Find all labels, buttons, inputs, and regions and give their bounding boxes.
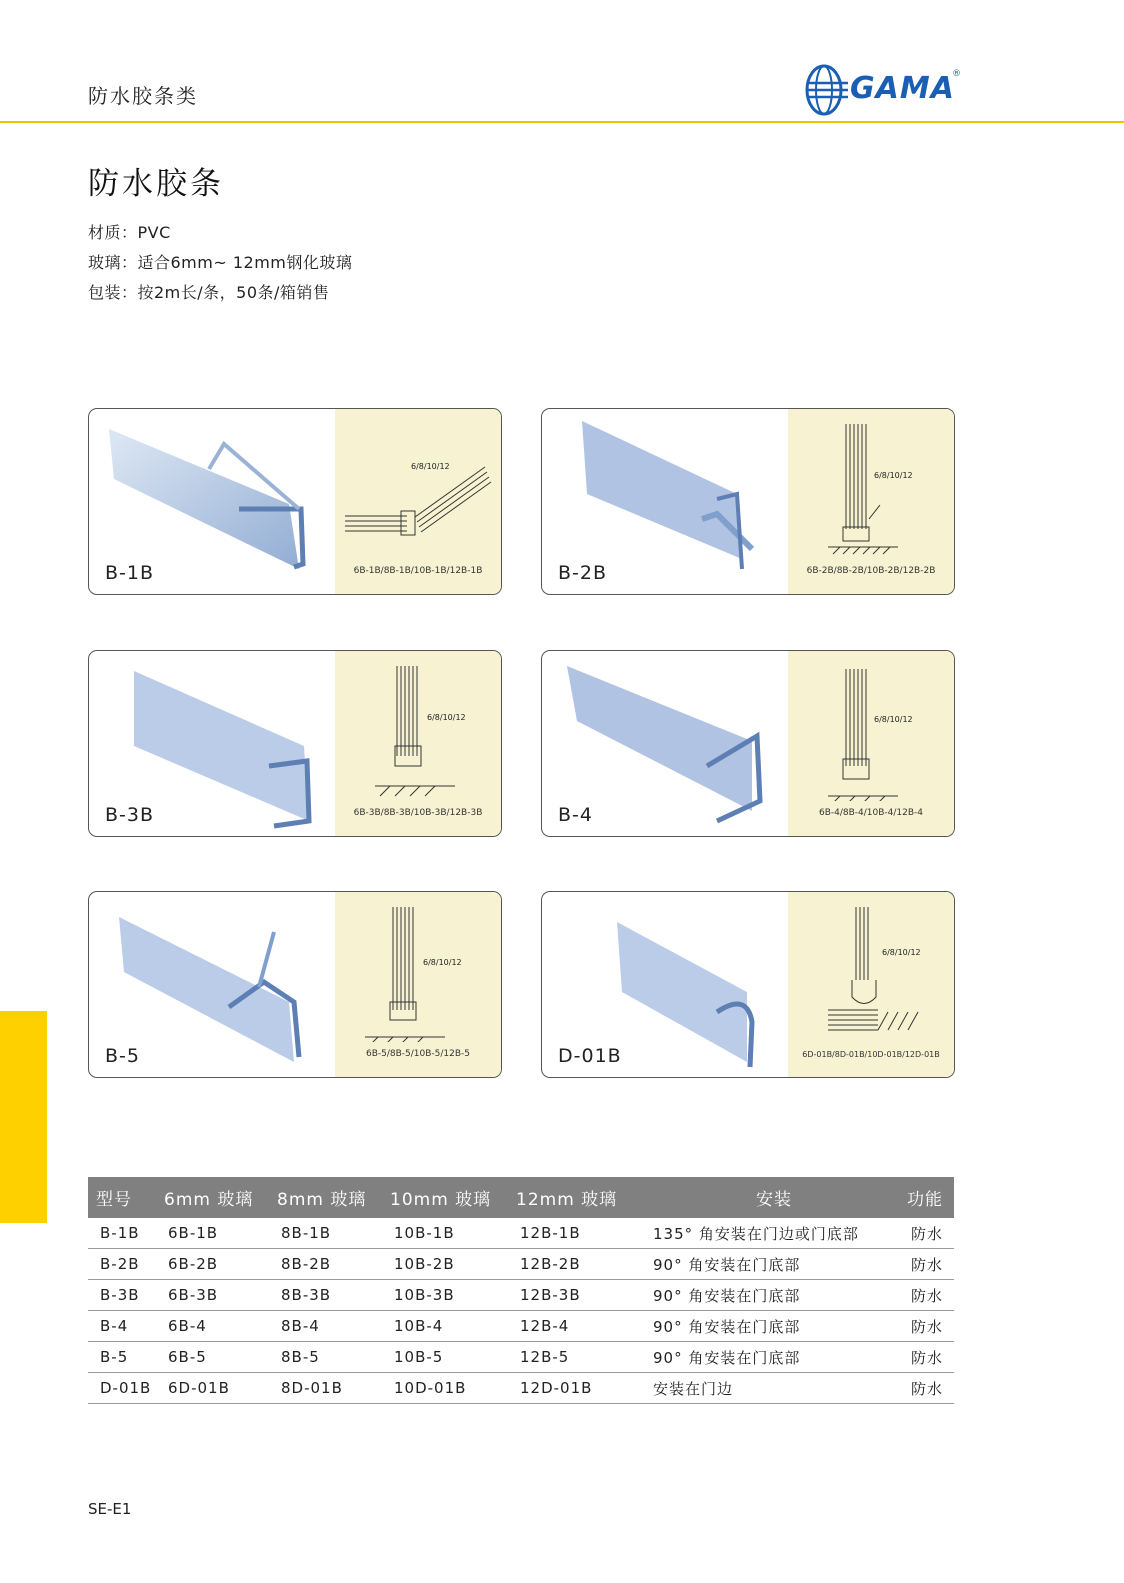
page-title: 防水胶条 (88, 166, 224, 202)
table-cell: B-5 (88, 1342, 156, 1373)
table-cell: B-2B (88, 1249, 156, 1280)
table-cell: 10B-2B (382, 1249, 508, 1280)
variant-caption: 6B-2B/8B-2B/10B-2B/12B-2B (806, 566, 936, 576)
table-cell: 12B-4 (508, 1311, 641, 1342)
table-cell: 12B-2B (508, 1249, 641, 1280)
table-cell: 防水 (899, 1249, 954, 1280)
variant-caption: 6B-4/8B-4/10B-4/12B-4 (818, 808, 924, 818)
table-row (88, 1373, 954, 1404)
table-header-row (88, 1177, 954, 1218)
spec-glass: 玻璃：适合6mm~ 12mm钢化玻璃 (88, 253, 353, 272)
table-cell: 8B-3B (269, 1280, 382, 1311)
section-title: 防水胶条类 (88, 84, 198, 108)
table-cell: B-4 (88, 1311, 156, 1342)
spec-material: 材质：PVC (88, 223, 171, 242)
table-cell: 90° 角安装在门底部 (641, 1342, 899, 1373)
dimension-label: 6/8/10/12 (427, 713, 466, 722)
spec-table (88, 1177, 954, 1404)
table-cell: 6B-1B (156, 1218, 269, 1249)
technical-drawing (335, 892, 501, 1077)
table-cell: 8D-01B (269, 1373, 382, 1404)
table-row (88, 1342, 954, 1373)
table-cell: 6D-01B (156, 1373, 269, 1404)
registered-mark: ® (952, 69, 961, 79)
globe-icon (804, 63, 850, 118)
table-cell: 12B-3B (508, 1280, 641, 1311)
table-cell: 10D-01B (382, 1373, 508, 1404)
table-cell: B-1B (88, 1218, 156, 1249)
table-cell: 10B-5 (382, 1342, 508, 1373)
table-cell: 90° 角安装在门底部 (641, 1311, 899, 1342)
technical-drawing (788, 651, 954, 836)
table-cell: 安装在门边 (641, 1373, 899, 1404)
col-model: 型号 (88, 1177, 156, 1218)
header-divider (0, 121, 1124, 123)
table-row (88, 1311, 954, 1342)
table-cell: D-01B (88, 1373, 156, 1404)
table-cell: 防水 (899, 1280, 954, 1311)
table-cell: 12B-5 (508, 1342, 641, 1373)
table-cell: 6B-2B (156, 1249, 269, 1280)
dimension-label: 6/8/10/12 (874, 471, 913, 480)
product-card-d-01b (541, 891, 955, 1078)
product-label: B-3B (105, 804, 155, 826)
variant-caption: 6B-1B/8B-1B/10B-1B/12B-1B (353, 566, 483, 576)
variant-caption: 6B-3B/8B-3B/10B-3B/12B-3B (353, 808, 483, 818)
spec-packaging: 包装：按2m长/条，50条/箱销售 (88, 283, 330, 302)
table-cell: 防水 (899, 1373, 954, 1404)
table-cell: 防水 (899, 1311, 954, 1342)
technical-drawing (788, 409, 954, 594)
table-cell: 12B-1B (508, 1218, 641, 1249)
dimension-label: 6/8/10/12 (423, 958, 462, 967)
table-row (88, 1280, 954, 1311)
product-card-b-5 (88, 891, 502, 1078)
table-cell: 10B-1B (382, 1218, 508, 1249)
product-card-b-4 (541, 650, 955, 837)
table-row (88, 1218, 954, 1249)
product-card-b-1b (88, 408, 502, 595)
table-cell: 90° 角安装在门底部 (641, 1280, 899, 1311)
table-cell: 6B-5 (156, 1342, 269, 1373)
technical-drawing (335, 651, 501, 836)
product-card-b-3b (88, 650, 502, 837)
page-code: SE-E1 (88, 1500, 132, 1518)
col-10mm: 10mm 玻璃 (382, 1177, 508, 1218)
col-8mm: 8mm 玻璃 (269, 1177, 382, 1218)
technical-drawing (335, 409, 501, 594)
logo-wordmark: GAMA (850, 71, 955, 106)
col-12mm: 12mm 玻璃 (508, 1177, 641, 1218)
table-cell: 8B-5 (269, 1342, 382, 1373)
product-label: D-01B (558, 1045, 622, 1067)
product-label: B-5 (105, 1045, 140, 1067)
table-cell: 6B-4 (156, 1311, 269, 1342)
product-card-b-2b (541, 408, 955, 595)
variant-caption: 6D-01B/8D-01B/10D-01B/12D-01B (802, 1050, 940, 1059)
table-cell: 10B-3B (382, 1280, 508, 1311)
dimension-label: 6/8/10/12 (411, 462, 450, 471)
dimension-label: 6/8/10/12 (882, 948, 921, 957)
technical-drawing (788, 892, 954, 1077)
product-label: B-2B (558, 562, 608, 584)
table-cell: 防水 (899, 1218, 954, 1249)
table-cell: 12D-01B (508, 1373, 641, 1404)
table-cell: 8B-1B (269, 1218, 382, 1249)
table-cell: 10B-4 (382, 1311, 508, 1342)
table-cell: 135° 角安装在门边或门底部 (641, 1218, 899, 1249)
col-6mm: 6mm 玻璃 (156, 1177, 269, 1218)
table-cell: 8B-2B (269, 1249, 382, 1280)
table-cell: 防水 (899, 1342, 954, 1373)
gama-logo (804, 63, 964, 118)
table-cell: 6B-3B (156, 1280, 269, 1311)
table-cell: 90° 角安装在门底部 (641, 1249, 899, 1280)
dimension-label: 6/8/10/12 (874, 715, 913, 724)
table-cell: B-3B (88, 1280, 156, 1311)
product-label: B-4 (558, 804, 593, 826)
product-label: B-1B (105, 562, 155, 584)
col-function: 功能 (899, 1177, 954, 1218)
side-color-tab (0, 1011, 47, 1223)
table-cell: 8B-4 (269, 1311, 382, 1342)
col-install: 安装 (641, 1177, 899, 1218)
variant-caption: 6B-5/8B-5/10B-5/12B-5 (365, 1049, 471, 1059)
table-row (88, 1249, 954, 1280)
